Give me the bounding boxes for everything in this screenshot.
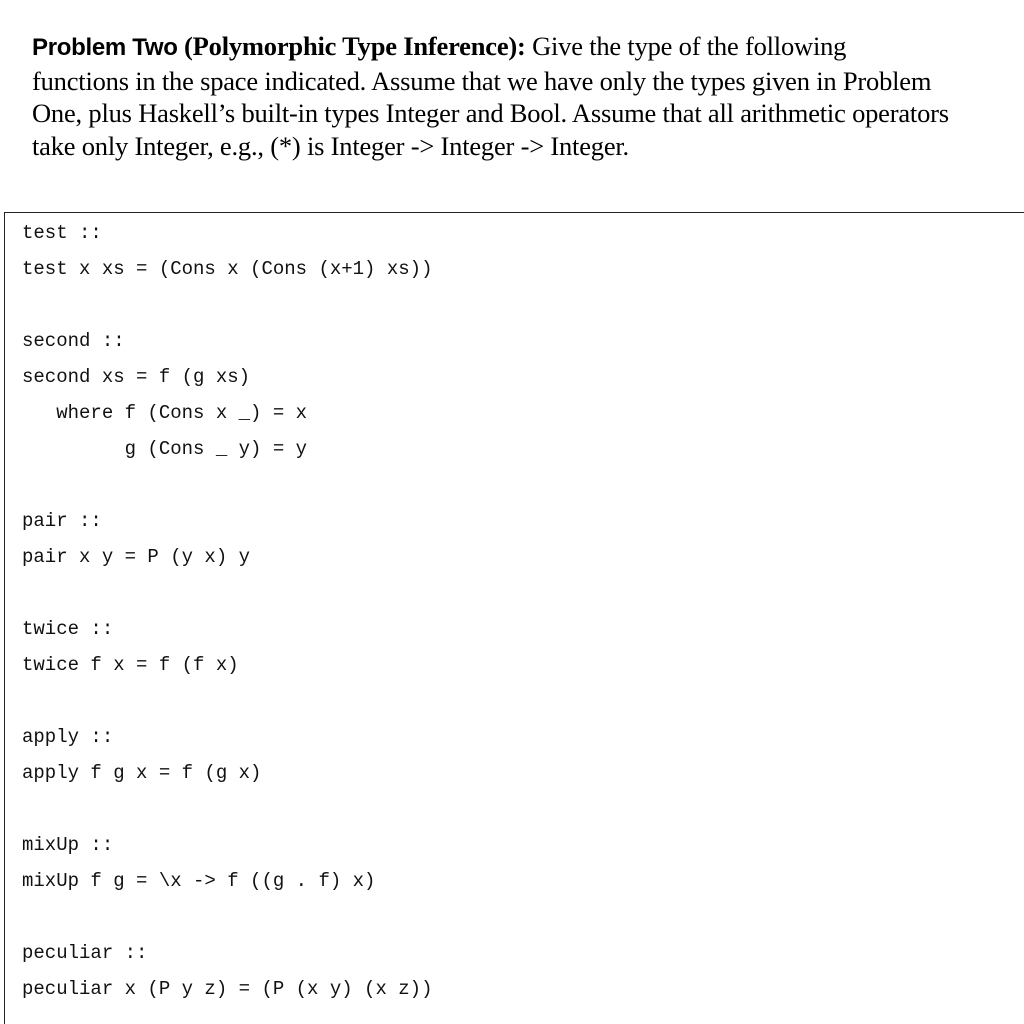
pair-signature-line: pair ::	[22, 510, 102, 532]
mixup-definition-line: mixUp f g = \x -> f ((g . f) x)	[22, 870, 376, 892]
apply-definition-line: apply f g x = f (g x)	[22, 762, 262, 784]
second-where-line: where f (Cons x _) = x	[22, 402, 308, 424]
apply-signature-line: apply ::	[22, 726, 114, 748]
problem-statement	[32, 30, 1012, 162]
peculiar-definition-line: peculiar x (P y z) = (P (x y) (x z))	[22, 978, 433, 1000]
problem-subheading: (Polymorphic Type Inference):	[184, 31, 526, 61]
twice-signature-line: twice ::	[22, 618, 114, 640]
problem-heading: Problem Two	[32, 34, 178, 61]
second-signature-line: second ::	[22, 330, 125, 352]
second-definition-line: second xs = f (g xs)	[22, 366, 251, 388]
problem-text-line-1: Give the type of the following	[525, 31, 847, 61]
problem-text-line-3: One, plus Haskell’s built-in types Integer and Bool. Assume that all arithmetic operators	[32, 98, 949, 128]
twice-definition-line: twice f x = f (f x)	[22, 654, 239, 676]
peculiar-signature-line: peculiar ::	[22, 942, 148, 964]
second-helper-line: g (Cons _ y) = y	[22, 438, 308, 460]
problem-text-line-2: functions in the space indicated. Assume that we have only the types given in Problem	[32, 65, 932, 96]
test-signature-line: test ::	[22, 222, 102, 244]
problem-text-line-4: take only Integer, e.g., (*) is Integer -> Integer -> Integer.	[32, 130, 629, 161]
test-definition-line: test x xs = (Cons x (Cons (x+1) xs))	[22, 258, 433, 280]
pair-definition-line: pair x y = P (y x) y	[22, 546, 251, 568]
answer-box	[4, 212, 1024, 1024]
mixup-signature-line: mixUp ::	[22, 834, 114, 856]
